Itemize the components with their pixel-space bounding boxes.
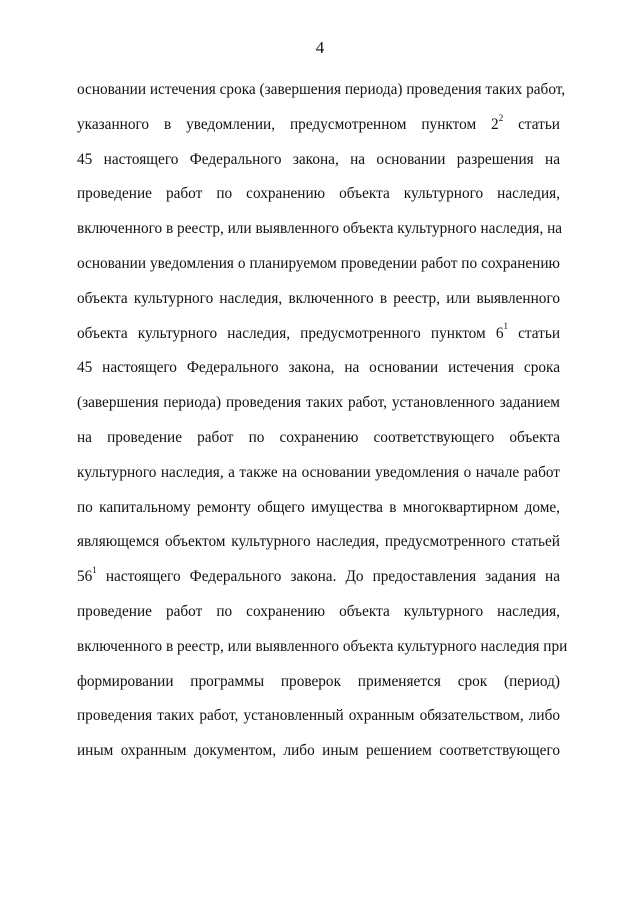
- text-line: 45 настоящего Федерального закона, на основании разрешения на: [77, 150, 560, 168]
- text-line: [77, 320, 560, 355]
- text-segment: статьи: [503, 115, 560, 133]
- text-segment: настоящего Федерального закона. До предоставления задания на: [96, 568, 560, 586]
- superscript: 1: [503, 321, 508, 332]
- text-line: являющемся объектом культурного наследия, предусмотренного статьей: [77, 533, 560, 551]
- text-line: формировании программы проверок применяется срок (период): [77, 672, 560, 690]
- text-line: основании уведомления о планируемом проведении работ по сохранению: [77, 254, 560, 272]
- superscript: 1: [92, 565, 97, 576]
- text-segment: объекта культурного наследия, предусмотренного пунктом 6: [77, 324, 504, 342]
- text-segment: 56: [77, 568, 93, 586]
- superscript: 2: [498, 112, 504, 123]
- text-line: на проведение работ по сохранению соответствующего объекта: [77, 428, 560, 446]
- text-line: проведение работ по сохранению объекта культурного наследия,: [77, 185, 560, 203]
- text-line: [77, 111, 560, 146]
- text-line: 45 настоящего Федерального закона, на основании истечения срока: [77, 359, 560, 377]
- text-line: иным охранным документом, либо иным решением соответствующего: [77, 742, 560, 760]
- text-line: основании истечения срока (завершения периода) проведения таких работ,: [77, 81, 566, 98]
- text-line: объекта культурного наследия, включенного в реестр, или выявленного: [77, 289, 560, 307]
- text-line: по капитальному ремонту общего имущества в многоквартирном доме,: [77, 498, 560, 516]
- text-line: проведения таких работ, установленный охранным обязательством, либо: [77, 707, 560, 725]
- text-segment: указанного в уведомлении, предусмотренном пунктом 2: [77, 115, 499, 133]
- document-body: [77, 76, 568, 772]
- text-line: включенного в реестр, или выявленного объекта культурного наследия при: [77, 637, 568, 655]
- text-line: [77, 563, 560, 598]
- page-number: 4: [315, 38, 325, 57]
- text-line: включенного в реестр, или выявленного объекта культурного наследия, на: [77, 220, 563, 238]
- text-line: (завершения периода) проведения таких работ, установленного заданием: [77, 394, 560, 412]
- text-segment: статьи: [507, 324, 561, 342]
- text-line: культурного наследия, а также на основании уведомления о начале работ: [77, 463, 560, 481]
- text-line: проведение работ по сохранению объекта культурного наследия,: [77, 602, 560, 620]
